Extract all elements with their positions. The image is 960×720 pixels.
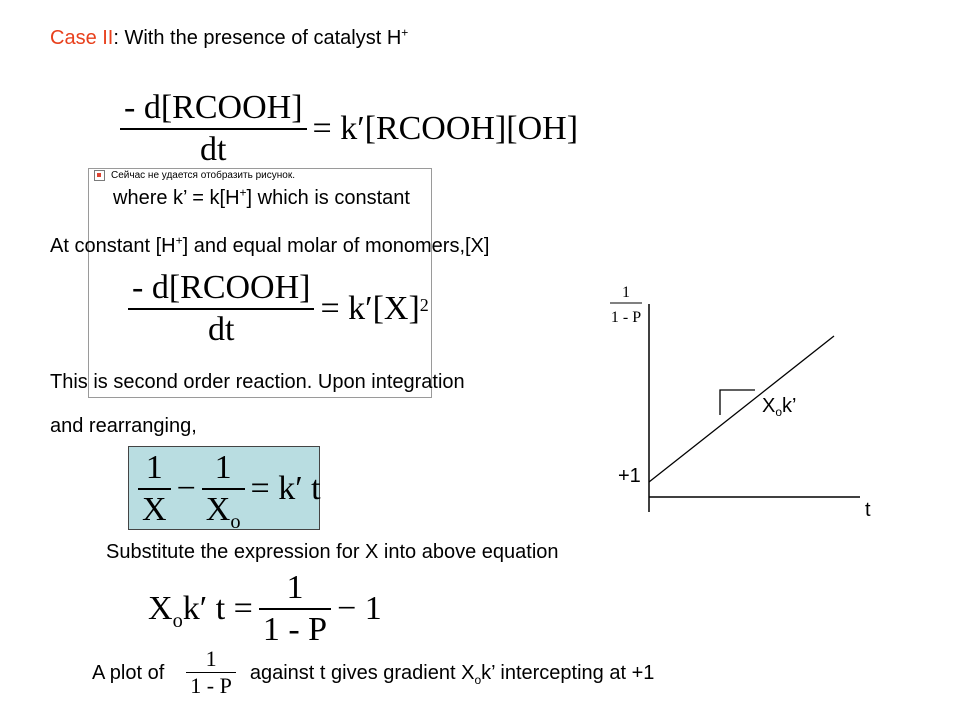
eq1-rhs: = k′[RCOOH][OH] [312, 110, 579, 147]
y-axis-label-num: 1 [622, 284, 630, 301]
eq3-rhs: = k′ t [250, 470, 321, 507]
eq3-term2 [202, 448, 245, 533]
rate-equation-2 [128, 268, 429, 350]
broken-image-icon [94, 170, 105, 181]
y-axis-label [610, 284, 642, 326]
eq3-term2-den-sub: o [230, 510, 241, 533]
eq2-numerator: - d[RCOOH] [132, 269, 311, 306]
second-order-line: This is second order reaction. Upon integration [50, 371, 465, 393]
plot-line-pre: A plot of [92, 661, 165, 684]
eq1-fraction [120, 88, 307, 170]
plot-line-post: k’ intercepting at +1 [481, 661, 655, 684]
rearranged-equation [148, 568, 382, 650]
plot-line-frac-num: 1 [205, 646, 217, 671]
where-line-post: ] which is constant [246, 187, 410, 209]
constant-line-sup: + [175, 233, 183, 248]
eq1-species: RCOOH [172, 89, 292, 126]
y-axis-label-den: 1 - P [610, 309, 642, 326]
rate-equation-1 [120, 88, 578, 170]
x-axis-label: t [865, 499, 871, 521]
case-title-sup: + [401, 25, 409, 40]
eq4-numerator: 1 [286, 569, 304, 606]
eq2-exponent: 2 [419, 295, 429, 315]
eq2-fraction [128, 268, 314, 350]
where-line-sup: + [239, 185, 247, 200]
eq3-term2-den-main: X [205, 491, 231, 528]
eq4-denominator: 1 - P [262, 611, 328, 648]
image-placeholder-caption [94, 170, 295, 181]
linear-plot [590, 270, 880, 530]
constant-line-pre: At constant [H [50, 235, 176, 257]
eq4-lhs-sub: o [172, 609, 183, 632]
eq1-denominator: dt [200, 131, 227, 168]
eq4-tail: − 1 [337, 590, 382, 627]
eq1-bracket-right: ] [291, 89, 303, 126]
placeholder-caption-text: Сейчас не удается отобразить рисунок. [111, 170, 295, 181]
case-label: Case II [50, 27, 114, 49]
eq3-term1 [138, 448, 171, 530]
substitute-line: Substitute the expression for X into above equation [106, 541, 559, 563]
intercept-label: +1 [618, 465, 641, 487]
plot-line-frac-den: 1 - P [190, 673, 232, 698]
constant-line-post: ] and equal molar of monomers,[X] [182, 235, 490, 257]
eq3-term2-num: 1 [214, 449, 232, 486]
rearranging-line: and rearranging, [50, 415, 197, 437]
case-title [50, 26, 408, 50]
eq1-bracket-left: [ [160, 89, 173, 126]
slope-label-rest: k’ [782, 395, 797, 417]
slope-label-sub: o [775, 405, 783, 419]
eq3-term1-den: X [142, 491, 167, 528]
eq4-lhs-main: X [148, 590, 173, 627]
where-line [113, 186, 410, 210]
eq3-minus: − [176, 470, 196, 507]
slope-label [762, 395, 796, 419]
case-title-rest: : With the presence of catalyst H [113, 27, 402, 49]
integrated-equation [138, 448, 321, 533]
eq4-lhs-rest: k′ t = [182, 590, 253, 627]
plot-line-series [649, 336, 834, 482]
eq2-denominator: dt [208, 311, 235, 348]
where-line-pre: where k’ = k[H [113, 187, 240, 209]
eq3-term1-num: 1 [145, 449, 163, 486]
plot-line-fraction [186, 646, 236, 699]
plot-line-sub: o [474, 672, 482, 687]
plot-line [92, 646, 654, 699]
eq2-rhs: = k′[X] [320, 290, 420, 327]
plot-line-mid: against t gives gradient X [249, 661, 475, 684]
eq4-fraction [259, 568, 331, 650]
slope-label-main: X [762, 395, 776, 417]
constant-line [50, 234, 489, 258]
eq1-num-prefix: - d [124, 89, 161, 126]
